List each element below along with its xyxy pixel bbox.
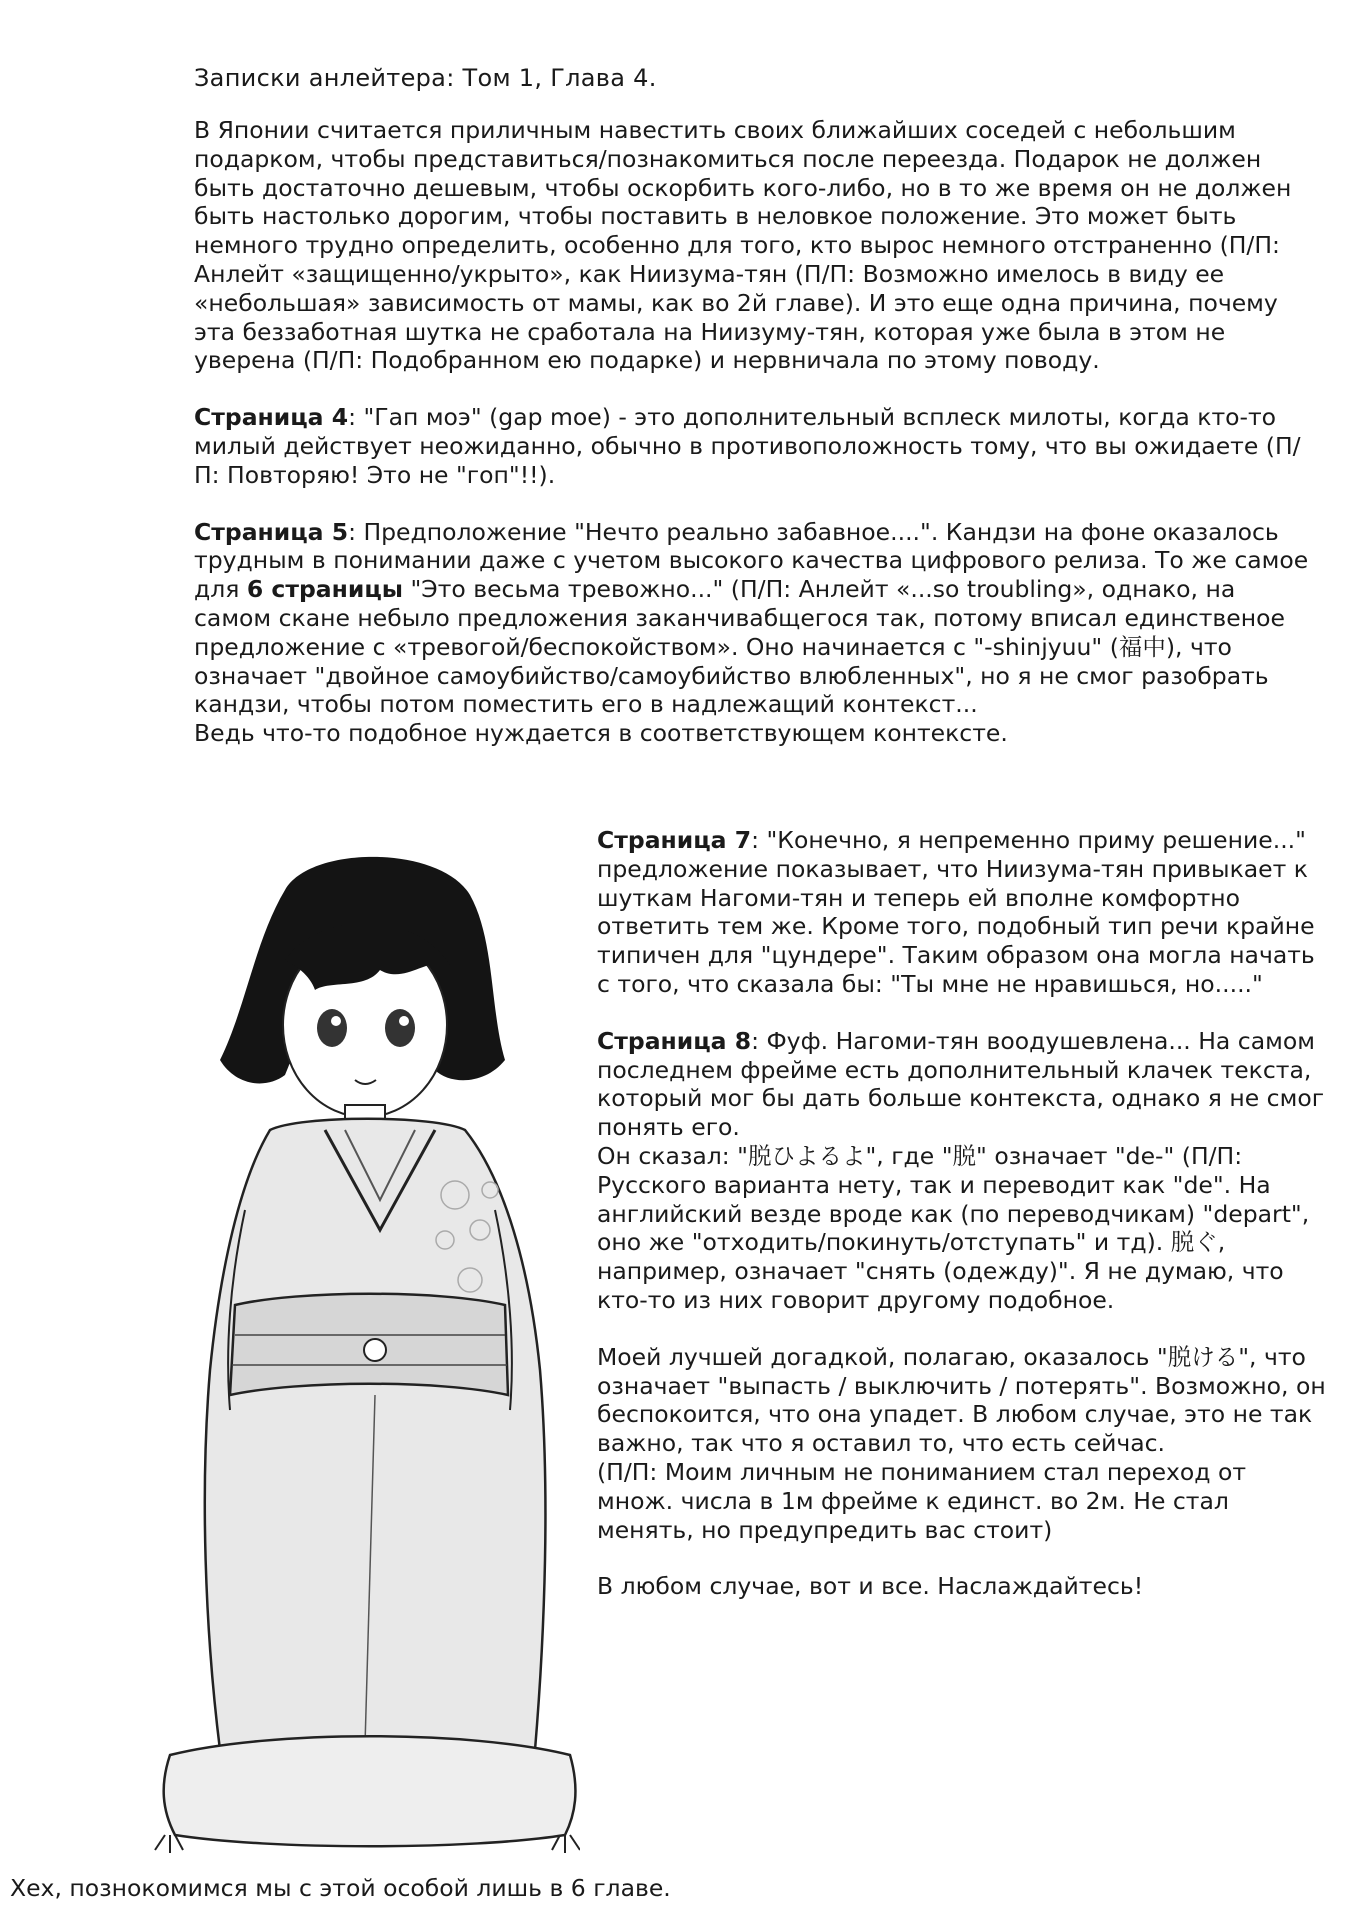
page-4-label: Страница 4 <box>194 403 349 432</box>
page-5-note <box>194 518 1314 748</box>
obi-clasp <box>364 1339 386 1361</box>
guess-paragraph <box>597 1343 1327 1545</box>
page-8-note <box>597 1027 1327 1315</box>
page-8-text-a: : Фуф. Нагоми-тян воодушевлена... На самом последнем фрейме есть дополнительный клачек текста, который мог бы дать больше контекста, однако я не смог понять его. <box>597 1026 1325 1142</box>
translator-note: (П/П: Моим личным не пониманием стал переход от множ. числа в 1м фрейме к единст. во 2м. Не стал менять, но предупредить вас стоит) <box>597 1457 1247 1544</box>
closing-paragraph: В любом случае, вот и все. Наслаждайтесь! <box>597 1572 1144 1601</box>
top-notes <box>194 116 1314 776</box>
page-5-text-b: "Это весьма тревожно..." (П/П: Анлейт «...so troubling», однако, на самом скане небыло предложения заканчивабщегося так, потому вписал единственое предложение с «тревогой/беспокойством». Оно начинается с "-shinjyuu" (福中), что означает "двойное самоубийство/самоубийство влюбленных", но я не смог разобрать кандзи, чтобы потом поместить его в надлежащий контекст... <box>194 575 1285 719</box>
page-5-text-c: Ведь что-то подобное нуждается в соответствующем контексте. <box>194 719 1008 748</box>
page-8-text-b: Он сказал: "脱ひよるよ", где "脱" означает "de-" (П/П: Русского варианта нету, так и переводит как "de". На английский везде вроде как (по переводчикам) "depart", оно же "отходить/покинуть/отступать" и тд). 脱ぐ, например, означает "снять (одежду)". Я не думаю, что кто-то из них говорит другому подобное. <box>597 1141 1310 1314</box>
guess-text: Моей лучшей догадкой, полагаю, оказалось "脱ける", что означает "выпасть / выключить / потерять". Возможно, он беспокоится, что она упадет. В любом случае, это не так важно, так что я оставил то, что есть сейчас. <box>597 1342 1326 1458</box>
footer-caption: Хех, познокомимся мы с этой особой лишь в 6 главе. <box>10 1874 671 1902</box>
right-notes <box>597 826 1327 1629</box>
page-7-label: Страница 7 <box>597 826 752 854</box>
page-title: Записки анлейтера: Том 1, Глава 4. <box>194 64 657 92</box>
page-7-note <box>597 826 1327 999</box>
kimono-girl-illustration <box>150 850 580 1860</box>
left-eye <box>317 1009 347 1047</box>
zabuton-cushion <box>164 1736 576 1846</box>
page-4-text: : "Гап моэ" (gap moe) - это дополнительный всплеск милоты, когда кто-то милый действует неожиданно, обычно в противоположность тому, что вы ожидаете (П/П: Повторяю! Это не "гоп"!!). <box>194 403 1301 489</box>
right-eye <box>385 1009 415 1047</box>
page-5-text-a: : Предположение "Нечто реально забавное....". Кандзи на фоне оказалось трудным в понимании даже с учетом высокого качества цифрового релиза. То же самое для <box>194 517 1309 604</box>
page-7-text: : "Конечно, я непременно приму решение..." предложение показывает, что Ниизума-тян привыкает к шуткам Нагоми-тян и теперь ей вполне комфортно ответить тем же. Кроме того, подобный тип речи крайне типичен для "цундере". Таким образом она могла начать с того, что сказала бы: "Ты мне не нравишься, но....." <box>597 826 1315 998</box>
page-5-label: Страница 5 <box>194 517 349 546</box>
page-4-note <box>194 403 1314 489</box>
page-8-label: Страница 8 <box>597 1026 752 1055</box>
kimono <box>205 1119 546 1750</box>
intro-paragraph: В Японии считается приличным навестить своих ближайших соседей с небольшим подарком, чтобы представиться/познакомиться после переезда. Подарок не должен быть достаточно дешевым, чтобы оскорбить кого-либо, но в то же время он не должен быть настолько дорогим, чтобы поставить в неловкое положение. Это может быть немного трудно определить, особенно для того, кто вырос немного отстраненно (П/П: Анлейт «защищенно/укрыто», как Ниизума-тян (П/П: Возможно имелось в виду ее «небольшая» зависимость от мамы, как во 2й главе). И это еще одна причина, почему эта беззаботная шутка не сработала на Ниизуму-тян, которая уже была в этом не уверена (П/П: Подобранном ею подарке) и нервничала по этому поводу. <box>194 116 1292 375</box>
page-6-label: 6 страницы <box>246 575 404 604</box>
